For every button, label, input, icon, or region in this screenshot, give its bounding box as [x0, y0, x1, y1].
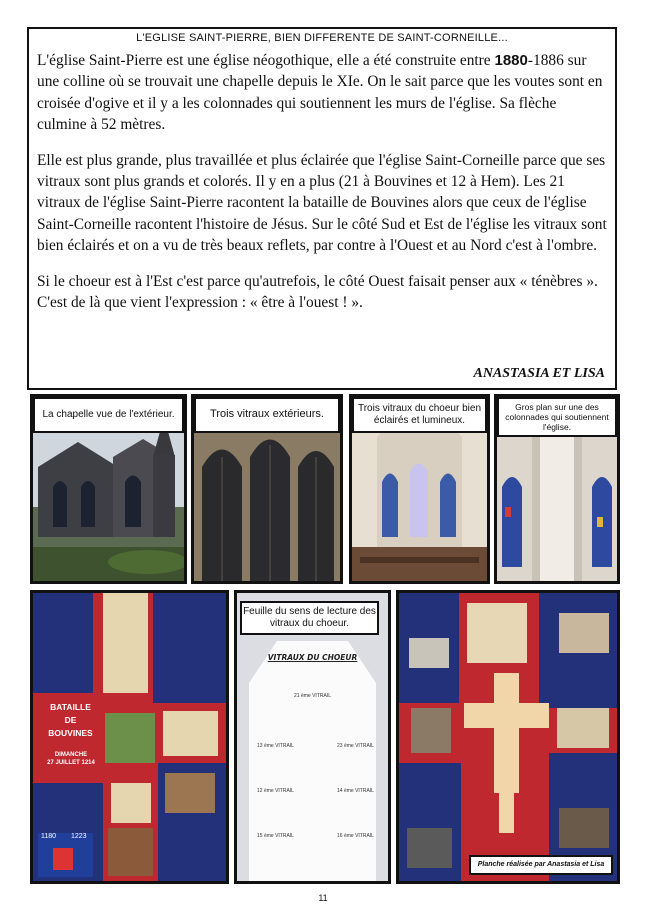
bouvines-poster	[33, 593, 226, 881]
paragraph-2: Elle est plus grande, plus travaillée et plus éclairée que l'église Saint-Corneille parce que ses vitraux sont plus grands et colorés. Il y en a plus (21 à Bouvines et 12 à Hem). Les 21 vitraux de l'église Saint-Pierre racontent la bataille de Bouvines alors que ceux de l'église Saint-Corneille racontent l'histoire de Jésus. Sur le côté Sud et Est de l'église les vitraux sont bien éclairés et on a vu de très beaux reflets, par contre à l'Ouest et au Nord c'est à l'ombre.	[37, 151, 607, 255]
project-board-photo	[399, 593, 617, 881]
poster-date: DIMANCHE 27 JUILLET 1214	[47, 752, 95, 767]
photo-panel-exterior-windows	[191, 394, 343, 584]
sheet-vitrail-15: 15 ème VITRAIL	[257, 833, 294, 839]
sheet-heading: VITRAUX DU CHOEUR	[267, 653, 358, 662]
photo-panel-bouvines-poster	[30, 590, 229, 884]
article-box	[27, 27, 617, 390]
sheet-vitrail-23: 23 ème VITRAIL	[337, 743, 374, 749]
poster-year-right: 1223	[71, 833, 87, 840]
poster-title: BATAILLE DE BOUVINES	[48, 702, 93, 738]
article-title: L'EGLISE SAINT-PIERRE, BIEN DIFFERENTE DE SAINT-CORNEILLE...	[136, 32, 508, 44]
caption-project-board: Planche réalisée par Anastasia et Lisa	[469, 855, 613, 875]
photo-panel-reading-sheet	[234, 590, 391, 884]
poster-year-left: 1180	[41, 833, 57, 840]
caption-choir-windows: Trois vitraux du choeur bien éclairés et lumineux.	[352, 397, 487, 433]
caption-exterior-windows: Trois vitraux extérieurs.	[194, 397, 340, 433]
year-1880: 1880	[494, 52, 528, 69]
caption-reading-sheet: Feuille du sens de lecture des vitraux du choeur.	[240, 601, 379, 635]
page-number: 11	[318, 893, 328, 903]
reading-sheet-photo	[237, 593, 388, 881]
caption-colonnade: Gros plan sur une des colonnades qui soutiennent l'église.	[497, 397, 617, 437]
photo-panel-project-board	[396, 590, 620, 884]
sheet-vitrail-12: 12 ème VITRAIL	[257, 788, 294, 794]
photo-panel-choir-windows	[349, 394, 490, 584]
paragraph-3: Si le choeur est à l'Est c'est parce qu'autrefois, le côté Ouest faisait penser aux « ténèbres ». C'est de là que vient l'expression : « être à l'ouest ! ».	[37, 272, 598, 312]
caption-chapel-exterior: La chapelle vue de l'extérieur.	[33, 397, 184, 433]
paragraph-1-end: -1886 sur une colline où se trouvait une chapelle depuis le XIe. On le sait parce que les voutes sont en croisée d'ogive et il y a les colonnades qui soutiennent les murs de l'église. Sa flèche culmine à 52 mètres.	[37, 52, 603, 134]
paragraph-1-start: L'église Saint-Pierre est une église néogothique, elle a été construite entre	[37, 52, 495, 69]
sheet-vitrail-14: 14 ème VITRAIL	[337, 788, 374, 794]
signature: ANASTASIA ET LISA	[473, 366, 605, 381]
photo-panel-colonnade	[494, 394, 620, 584]
paragraph-1	[37, 50, 607, 136]
sheet-vitrail-13: 13 ème VITRAIL	[257, 743, 294, 749]
sheet-vitrail-16: 16 ème VITRAIL	[337, 833, 374, 839]
sheet-vitrail-21: 21 ème VITRAIL	[294, 693, 331, 699]
photo-panel-chapel-exterior	[30, 394, 187, 584]
